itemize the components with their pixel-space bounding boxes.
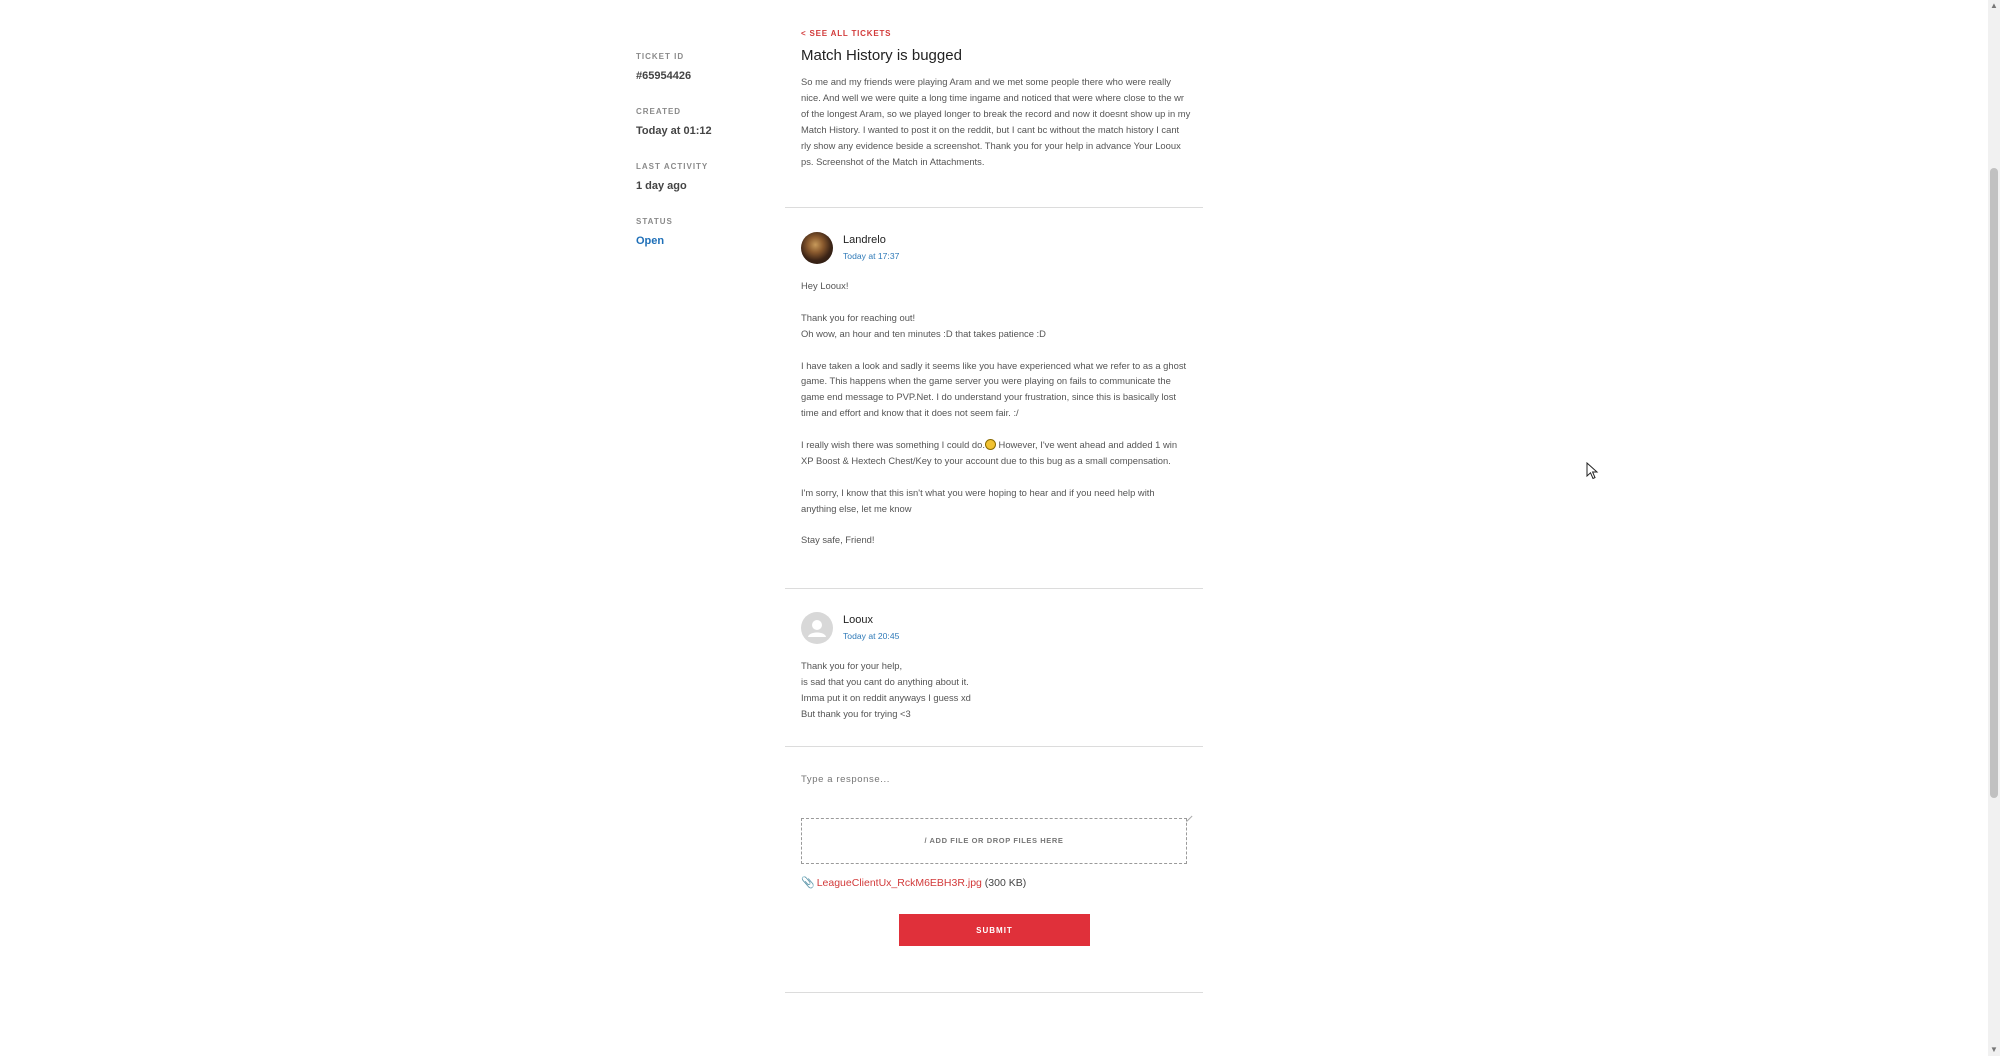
divider: [785, 992, 1203, 993]
last-activity-value: 1 day ago: [636, 180, 687, 192]
message-time: Today at 20:45: [843, 631, 900, 641]
message-line: Oh wow, an hour and ten minutes :D that takes patience :D: [801, 327, 1046, 339]
smiling-face-icon: [985, 439, 996, 450]
message-author: Looux: [843, 614, 873, 626]
ticket-meta-sidebar: [636, 50, 796, 270]
ticket-title: Match History is bugged: [801, 47, 962, 64]
paperclip-icon: 📎: [801, 877, 815, 889]
submit-button[interactable]: SUBMIT: [899, 914, 1090, 946]
attachment-size: (300 KB): [984, 877, 1027, 889]
message-paragraph: I have taken a look and sadly it seems like you have experienced what we refer to as a ghost game. This happens when the game server you were playing on fails to communicate the game end message to PVP.Net. I do understand your frustration, since this is basically lost time and effort and know that it does not seem fair. :/: [801, 359, 1187, 419]
created-value: Today at 01:12: [636, 125, 712, 137]
divider: [785, 588, 1203, 589]
message-paragraph: [801, 437, 1191, 469]
avatar: [801, 612, 833, 644]
message-agent: [801, 232, 1191, 548]
user-placeholder-icon: [801, 612, 833, 644]
last-activity-block: [636, 162, 796, 215]
scroll-thumb[interactable]: [1990, 168, 1998, 798]
divider: [785, 746, 1203, 747]
attachment: [801, 876, 1026, 889]
ticket-id-block: [636, 52, 796, 105]
message-line: Imma put it on reddit anyways I guess xd: [801, 691, 971, 703]
ticket-id-value: #65954426: [636, 70, 692, 82]
divider: [785, 207, 1203, 208]
message-body: [801, 278, 1191, 548]
message-paragraph: Hey Looux!: [801, 280, 849, 291]
scroll-down-icon[interactable]: ▼: [1990, 1045, 1998, 1054]
created-block: [636, 107, 796, 160]
file-dropzone[interactable]: / ADD FILE OR DROP FILES HERE: [801, 818, 1187, 864]
status-label: STATUS: [636, 217, 673, 226]
message-paragraph: [801, 310, 1191, 342]
scroll-up-icon[interactable]: ▲: [1990, 1, 1998, 10]
last-activity-label: LAST ACTIVITY: [636, 162, 709, 171]
message-paragraph: Stay safe, Friend!: [801, 534, 875, 546]
message-time: Today at 17:37: [843, 251, 900, 261]
vertical-scrollbar[interactable]: [1988, 0, 2000, 1056]
message-line: Thank you for reaching out!: [801, 311, 916, 323]
message-body: [801, 658, 1191, 722]
message-line: However, I've went ahead and added 1 win XP Boost & Hextech Chest/Key to your account due to this bug as a small compensation.: [801, 439, 1178, 466]
message-user: [801, 612, 1191, 722]
message-header: [801, 612, 1191, 652]
message-paragraph: I'm sorry, I know that this isn't what you were hoping to hear and if you need help with anything else, let me know: [801, 486, 1155, 514]
message-line: But thank you for trying <3: [801, 707, 911, 719]
message-header: [801, 232, 1191, 272]
message-author: Landrelo: [843, 234, 886, 246]
message-line: is sad that you cant do anything about it.: [801, 675, 969, 687]
created-label: CREATED: [636, 107, 682, 116]
ticket-description: So me and my friends were playing Aram and we met some people there who were really nice. And well we were quite a long time ingame and noticed that were where close to the wr of the longest Aram, so we played longer to break the record and now it doesnt show up in my Match History. I wanted to post it on the reddit, but I cant bc without the match history I cant rly show any evidence beside a screenshot. Thank you for your help in advance Your Looux ps. Screenshot of the Match in Attachments.: [801, 76, 1191, 167]
response-input[interactable]: [801, 774, 1187, 785]
status-block: [636, 217, 796, 270]
message-line: I really wish there was something I could do.: [801, 439, 985, 451]
see-all-tickets-link[interactable]: < SEE ALL TICKETS: [801, 29, 892, 38]
avatar: [801, 232, 833, 264]
status-badge: Open: [636, 235, 665, 247]
attachment-link[interactable]: LeagueClientUx_RckM6EBH3R.jpg: [816, 877, 982, 889]
ticket-id-label: TICKET ID: [636, 52, 685, 61]
message-line: Thank you for your help,: [801, 660, 903, 671]
